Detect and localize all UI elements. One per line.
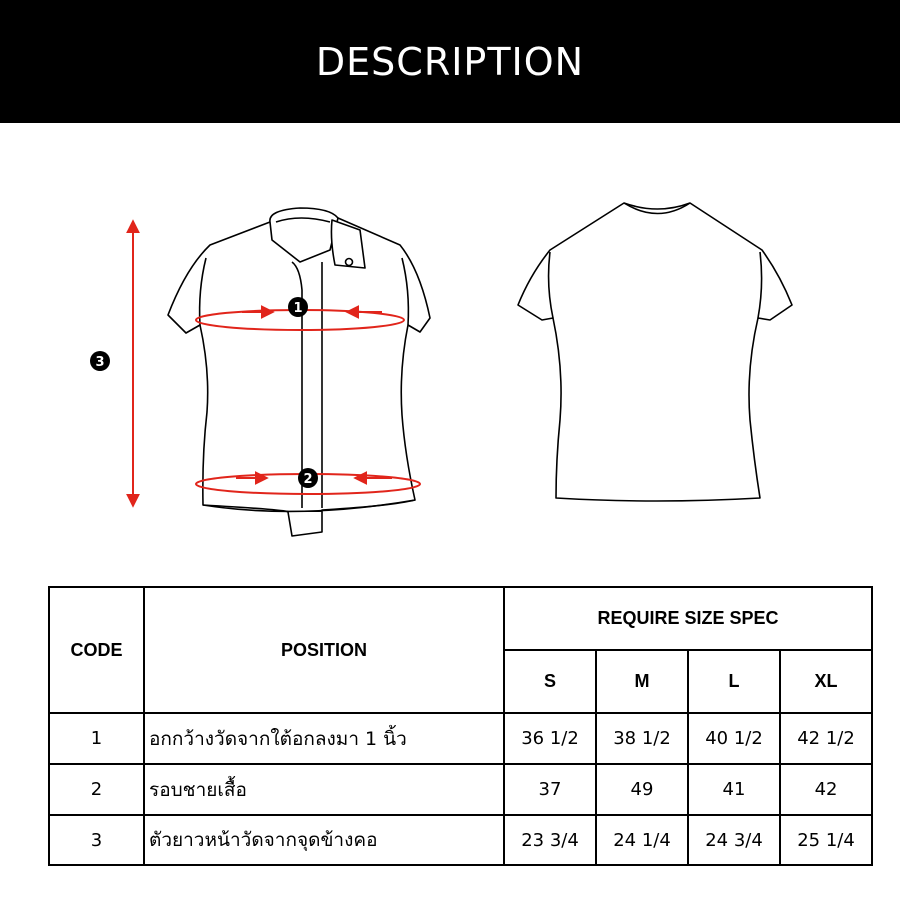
position-header: POSITION [144,587,504,713]
page-title: DESCRIPTION [315,39,585,84]
row-code: 3 [49,815,144,865]
code-header: CODE [49,587,144,713]
row-value-s: 23 3/4 [504,815,596,865]
row-position: อกกว้างวัดจากใต้อกลงมา 1 นิ้ว [144,713,504,764]
size-spec-table [48,586,873,866]
row-value-l: 24 3/4 [688,815,780,865]
marker-3-badge [90,351,110,371]
table-row [49,815,872,865]
row-value-l: 41 [688,764,780,815]
row-value-xl: 42 [780,764,872,815]
row-value-xl: 25 1/4 [780,815,872,865]
marker-2-badge [298,468,318,488]
row-value-s: 36 1/2 [504,713,596,764]
table-row [49,713,872,764]
size-xl-header: XL [780,650,872,713]
row-value-m: 38 1/2 [596,713,688,764]
size-m-header: M [596,650,688,713]
front-shirt-drawing [168,208,430,536]
row-value-m: 24 1/4 [596,815,688,865]
row-position: ตัวยาวหน้าวัดจากจุดข้างคอ [144,815,504,865]
row-value-m: 49 [596,764,688,815]
table-row [49,764,872,815]
row-value-s: 37 [504,764,596,815]
marker-1-label: 1 [293,301,303,316]
row-position: รอบชายเสื้อ [144,764,504,815]
size-spec-header: REQUIRE SIZE SPEC [504,587,872,650]
row-value-l: 40 1/2 [688,713,780,764]
marker-1-badge [288,297,308,317]
size-s-header: S [504,650,596,713]
size-l-header: L [688,650,780,713]
row-code: 2 [49,764,144,815]
back-shirt-drawing [518,203,792,501]
header-banner [0,0,900,123]
shirt-illustration [0,123,900,583]
row-value-xl: 42 1/2 [780,713,872,764]
row-code: 1 [49,713,144,764]
marker-2-label: 2 [303,472,313,487]
marker-3-label: 3 [95,355,105,370]
